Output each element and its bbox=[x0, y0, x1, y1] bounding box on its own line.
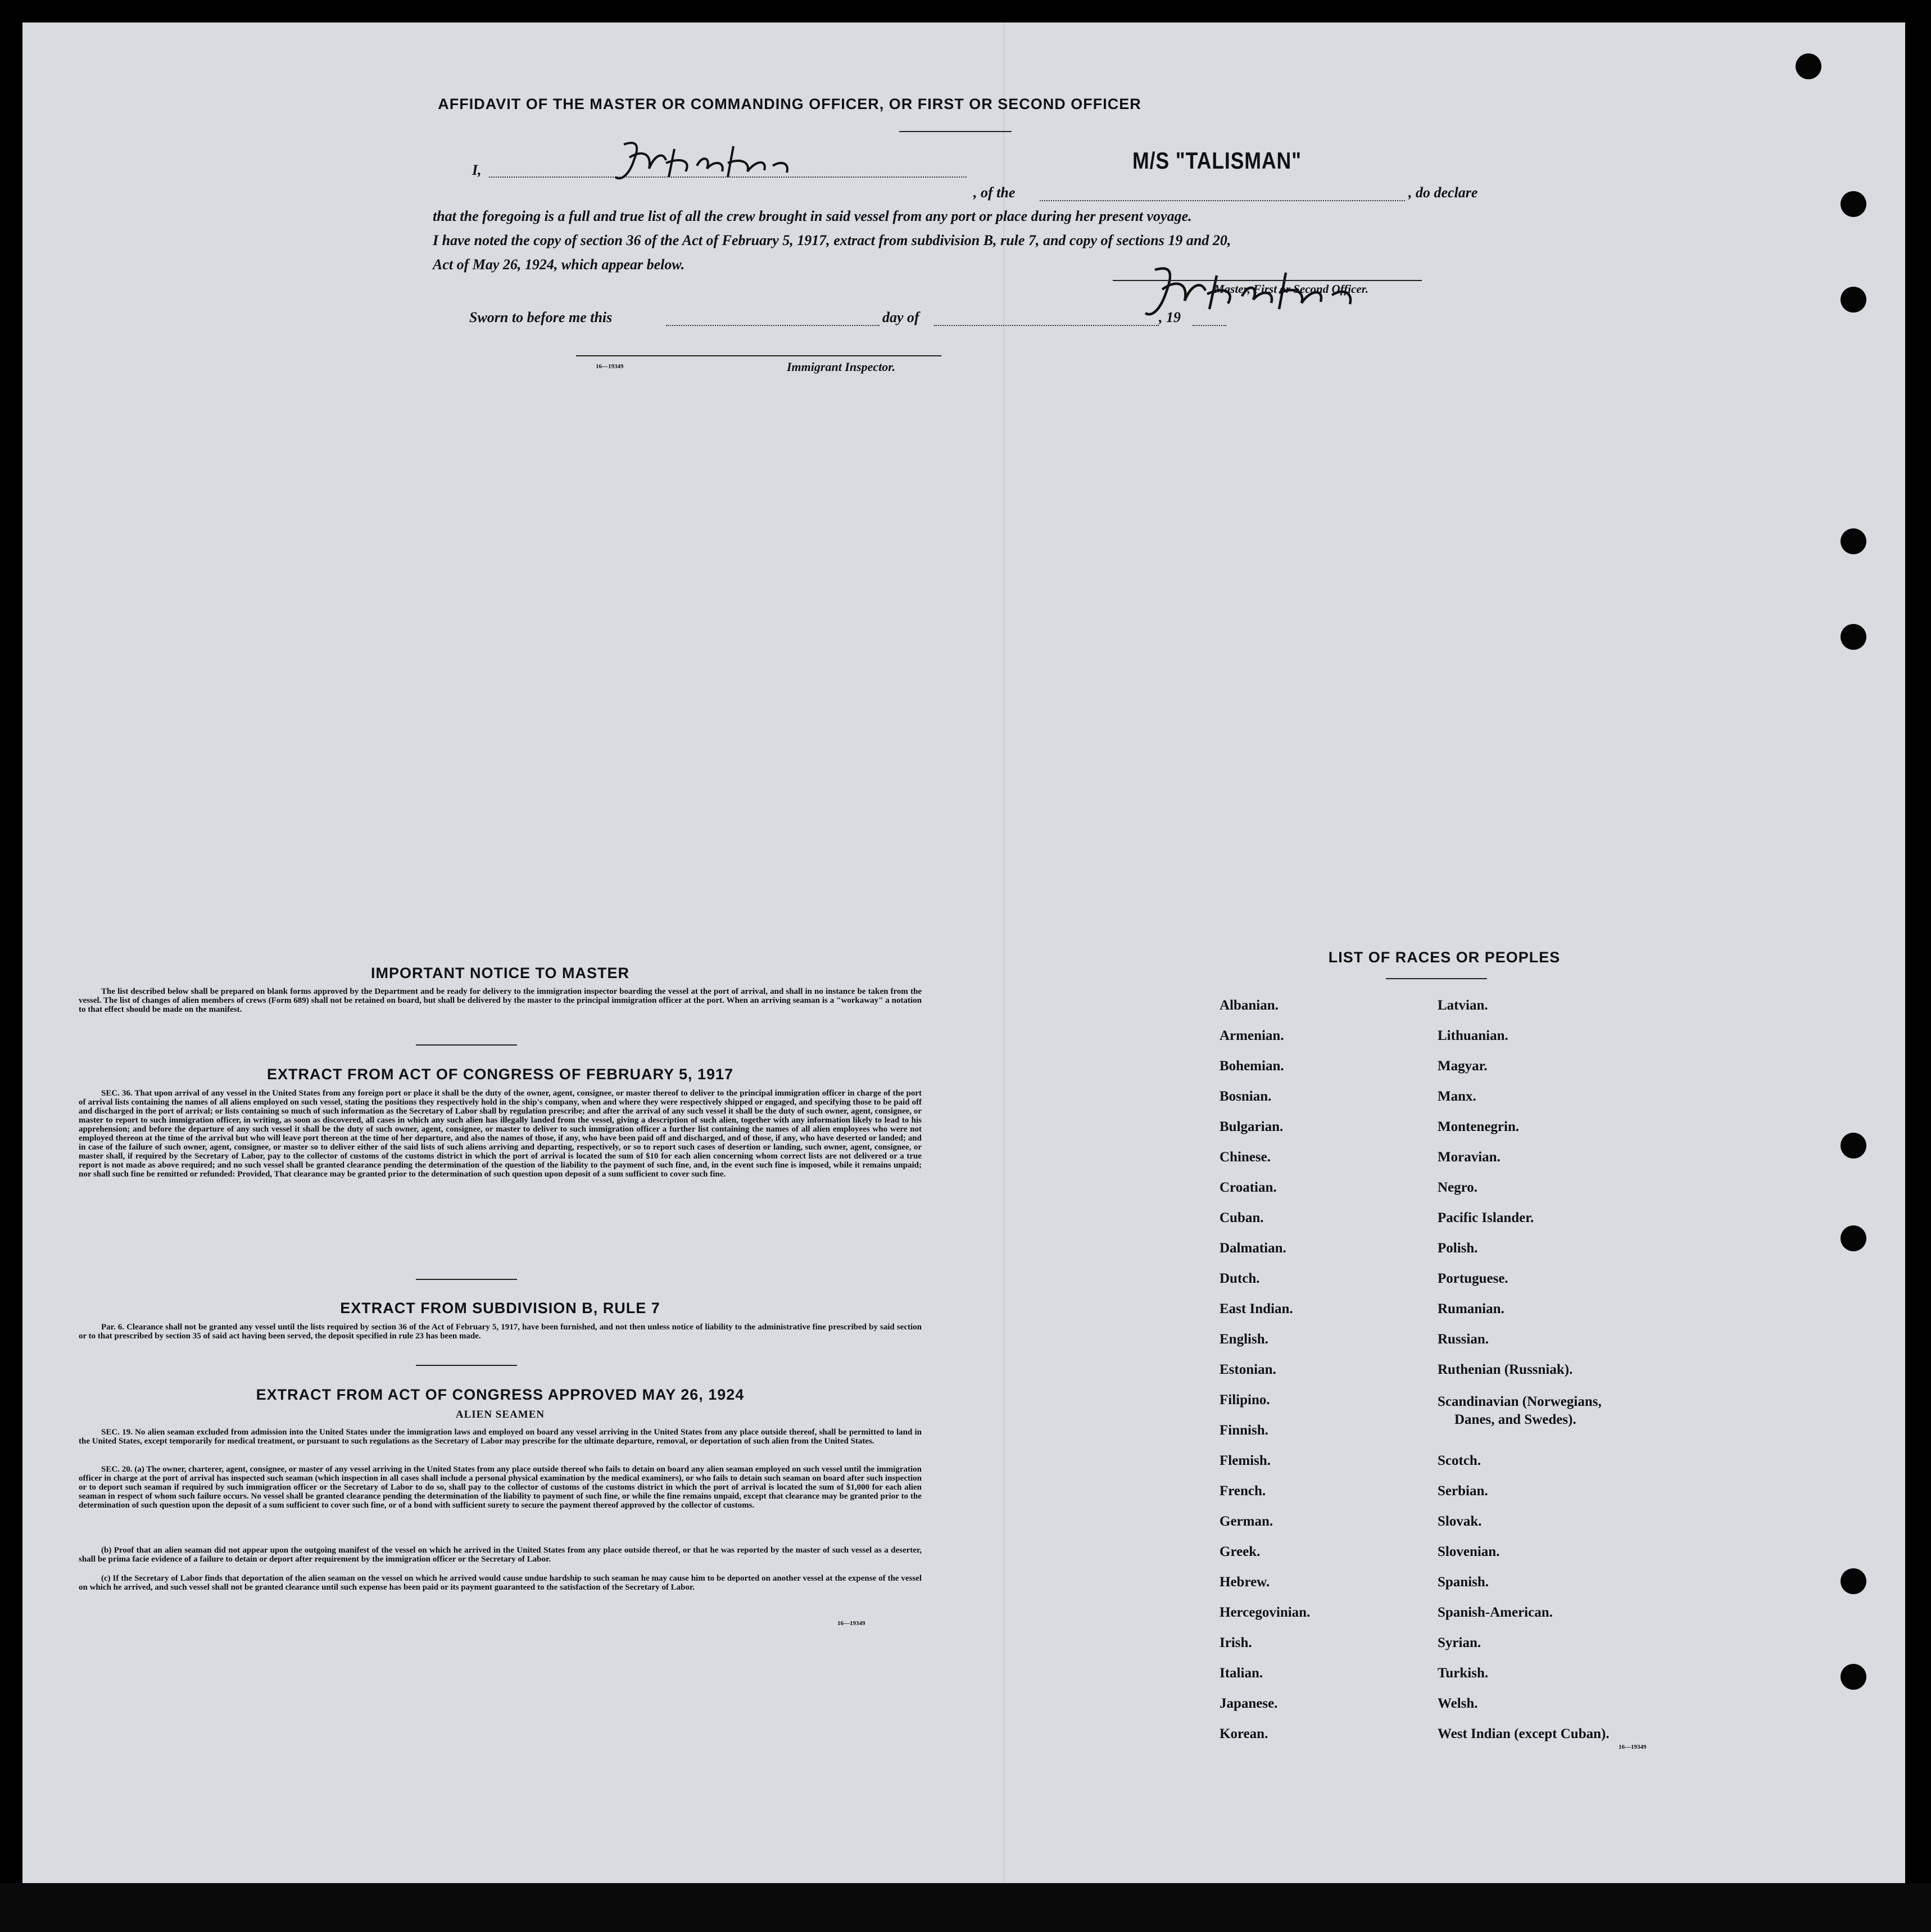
title-rule bbox=[899, 131, 1012, 132]
subdivision-b-rule bbox=[416, 1365, 517, 1366]
race-item: Flemish. bbox=[1220, 1453, 1271, 1468]
race-item: Bulgarian. bbox=[1220, 1119, 1284, 1134]
year-label: , 19 bbox=[1159, 309, 1181, 325]
affidavit-line-3: Act of May 26, 1924, which appear below. bbox=[433, 256, 685, 273]
race-item: Turkish. bbox=[1438, 1666, 1489, 1681]
extract-form-number: 16—19349 bbox=[837, 1620, 865, 1627]
document-page bbox=[22, 22, 1905, 1883]
sec-20a-text: SEC. 20. (a) The owner, charterer, agent, consignee, or master of any vessel arriving in the United States from any place outside thereof who fails to detain on board any alien seaman employed on such vessel until the immigration officer in charge at the port of arrival has inspected such seaman (which inspection in all cases shall include a personal physical examination by the medical examiners), or who fails to detain such seaman on board after such inspection or to deport such seaman if required by such immigration officer or the Secretary of Labor to do so, shall pay to the collector of customs of the customs district in which the port of arrival is located the sum of $1,000 for each alien seaman in respect of whom such failure occurs. No vessel shall be granted clearance pending the determination of the liability to payment of such fine, or while the fine remains unpaid, except that clearance may be granted prior to the determination of such question upon the deposit of a sum sufficient to cover such fine, or of a bond with sufficient surety to secure the payment thereof approved by the collector of customs. bbox=[79, 1465, 922, 1510]
affidavit-title: AFFIDAVIT OF THE MASTER OR COMMANDING OFFICER, OR FIRST OR SECOND OFFICER bbox=[438, 96, 1141, 112]
sworn-label: Sworn to before me this bbox=[469, 309, 613, 325]
race-item: Russian. bbox=[1438, 1332, 1489, 1347]
master-signature-top bbox=[613, 138, 804, 188]
sec-19-text: SEC. 19. No alien seaman excluded from admission into the United States under the immigration laws and employed on board any vessel arriving in the United States from any place outside thereof, shall be permitted to land in the United States, except temporarily for medical treatment, or pursuant to such regulations as the Secretary of Labor may prescribe for the ultimate departure, removal, or deportation of such alien from the United States. bbox=[79, 1428, 922, 1446]
race-item: Filipino. bbox=[1220, 1392, 1270, 1408]
of-the-label: , of the bbox=[973, 184, 1016, 201]
race-item: German. bbox=[1220, 1514, 1273, 1529]
race-item: Dalmatian. bbox=[1220, 1241, 1286, 1256]
races-rule bbox=[1386, 978, 1487, 979]
affidavit-line-2: I have noted the copy of section 36 of the Act of February 5, 1917, extract from subdivision B, rule 7, and copy of sections 19 and 20, bbox=[433, 232, 1231, 248]
binder-hole bbox=[1796, 53, 1821, 79]
extract-1917-text: SEC. 36. That upon arrival of any vessel in the United States from any foreign port or place it shall be the duty of the owner, agent, consignee, or master thereof to deliver to the principal immigration officer in charge of the port of arrival lists containing the names of all aliens employed on such vessel, stating the positions they respectively hold in the ship's company, when and where they were respectively shipped or engaged, and specifying those to be paid off and discharged in the port of arrival; or lists containing so much of such information as the Secretary of Labor shall by regulation prescribe; and after the arrival of any such vessel it shall be the duty of such owner, agent, consignee, or master to report to such immigration officer, in writing, as soon as discovered, all cases in which any such alien has illegally landed from the vessel, giving a description of such alien, together with any information likely to lead to his apprehension; and before the departure of any such vessel it shall be the duty of such owner, agent, consignee, or master to deliver to such immigration officer a further list containing the names of all alien employees who were not employed thereon at the time of the arrival but who will leave port thereon at the time of her departure, and also the names of those, if any, who have been paid off and discharged, and of those, if any, who have deserted or landed; and in case of the failure of such owner, agent, consignee, or master so to deliver either of the said lists of such aliens arriving and departing, respectively, or so to report such cases of desertion or landing, such owner, agent, consignee, or master shall, if required by the Secretary of Labor, pay to the collector of customs of the customs district in which the port of arrival is located the sum of $10 for each alien concerning whom correct lists are not delivered or a true report is not made as above required; and no such vessel shall be granted clearance pending the determination of the question of the liability to the payment of such fine, and, in the event such fine is imposed, while it remains unpaid; nor shall such fine be remitted or refunded: Provided, That clearance may be granted prior to the determination of such question upon deposit of a sum sufficient to cover such fine. bbox=[79, 1089, 922, 1179]
subdivision-b-title: EXTRACT FROM SUBDIVISION B, RULE 7 bbox=[340, 1300, 660, 1316]
sworn-month-line bbox=[934, 325, 1159, 326]
inspector-signature-line bbox=[576, 355, 941, 356]
race-item: Pacific Islander. bbox=[1438, 1210, 1534, 1225]
races-column-1 bbox=[1220, 998, 1444, 1785]
race-item-continued: Danes, and Swedes). bbox=[1454, 1412, 1576, 1427]
race-item: Magyar. bbox=[1438, 1058, 1488, 1074]
alien-seamen-subtitle: ALIEN SEAMEN bbox=[455, 1409, 545, 1420]
notice-rule bbox=[416, 1044, 517, 1046]
race-item: Montenegrin. bbox=[1438, 1119, 1520, 1134]
race-item: Slovenian. bbox=[1438, 1544, 1500, 1559]
binder-hole bbox=[1841, 191, 1866, 217]
race-item: Lithuanian. bbox=[1438, 1028, 1508, 1043]
race-item: Spanish. bbox=[1438, 1574, 1489, 1590]
race-item: Hebrew. bbox=[1220, 1574, 1270, 1590]
year-line bbox=[1193, 325, 1226, 326]
sworn-day-line bbox=[666, 325, 880, 326]
race-item: Italian. bbox=[1220, 1666, 1263, 1681]
race-item: Rumanian. bbox=[1438, 1301, 1504, 1316]
race-item: Hercegovinian. bbox=[1220, 1605, 1311, 1620]
binder-hole bbox=[1841, 1568, 1866, 1594]
do-declare-label: , do declare bbox=[1408, 184, 1478, 201]
signature-line bbox=[1113, 280, 1422, 281]
race-item: Armenian. bbox=[1220, 1028, 1284, 1043]
race-item: Slovak. bbox=[1438, 1514, 1482, 1529]
race-item: Ruthenian (Russniak). bbox=[1438, 1362, 1573, 1377]
race-item: Irish. bbox=[1220, 1635, 1252, 1650]
races-title: LIST OF RACES OR PEOPLES bbox=[1328, 949, 1561, 966]
binder-hole bbox=[1841, 624, 1866, 650]
race-item: Scotch. bbox=[1438, 1453, 1481, 1468]
race-item: Portuguese. bbox=[1438, 1271, 1508, 1286]
race-item: Cuban. bbox=[1220, 1210, 1264, 1225]
race-item: West Indian (except Cuban). bbox=[1438, 1726, 1610, 1741]
race-item: Croatian. bbox=[1220, 1180, 1277, 1195]
race-item: Polish. bbox=[1438, 1241, 1478, 1256]
scan-border-strip bbox=[0, 1883, 1931, 1932]
sec-20c-text: (c) If the Secretary of Labor finds that deportation of the alien seaman on the vessel on which he arrived would cause undue hardship to such seaman he may cause him to be deported on another vessel at the expense of the vessel on which he arrived, and such vessel shall not be granted clearance until such expense has been paid or its payment guaranteed to the satisfaction of the Secretary of Labor. bbox=[79, 1574, 922, 1592]
race-item: Manx. bbox=[1438, 1089, 1476, 1104]
signature-graphic-top bbox=[613, 138, 804, 188]
extract-1924-title: EXTRACT FROM ACT OF CONGRESS APPROVED MAY 26, 1924 bbox=[256, 1386, 745, 1403]
races-form-number: 16—19349 bbox=[1619, 1744, 1647, 1750]
race-item: Dutch. bbox=[1220, 1271, 1260, 1286]
race-item: Welsh. bbox=[1438, 1696, 1478, 1711]
day-of-label: day of bbox=[882, 309, 919, 325]
subdivision-b-text: Par. 6. Clearance shall not be granted any vessel until the lists required by section 36 of the Act of February 5, 1917, have been furnished, and not then unless notice of liability to the administrative fine prescribed by said section or to that prescribed by section 35 of said act having been served, the deposit specified in rule 23 has been made. bbox=[79, 1323, 922, 1341]
race-item: Albanian. bbox=[1220, 998, 1279, 1013]
binder-hole bbox=[1841, 1664, 1866, 1690]
officer-label: Master, First or Second Officer. bbox=[1214, 282, 1368, 296]
races-column-2 bbox=[1438, 998, 1831, 1785]
race-item: Syrian. bbox=[1438, 1635, 1481, 1650]
extract-1917-rule bbox=[416, 1279, 517, 1280]
vessel-line bbox=[1040, 200, 1405, 201]
affidavit-form-number: 16—19349 bbox=[596, 363, 624, 370]
sec-20b-text: (b) Proof that an alien seaman did not appear upon the outgoing manifest of the vessel on which he arrived in the United States from any place outside thereof, or that he was reported by the master of such vessel as a deserter, shall be prima facie evidence of a failure to detain or deport after requirement by the immigration officer or the Secretary of Labor. bbox=[79, 1546, 922, 1564]
race-item: Finnish. bbox=[1220, 1423, 1268, 1438]
inspector-label: Immigrant Inspector. bbox=[787, 360, 896, 374]
page-fold bbox=[1003, 22, 1004, 1883]
race-item: Japanese. bbox=[1220, 1696, 1278, 1711]
extract-1917-title: EXTRACT FROM ACT OF CONGRESS OF FEBRUARY 5, 1917 bbox=[266, 1066, 734, 1083]
race-item: Scandinavian (Norwegians, bbox=[1438, 1394, 1602, 1409]
race-item: Spanish-American. bbox=[1438, 1605, 1553, 1620]
notice-title: IMPORTANT NOTICE TO MASTER bbox=[371, 965, 629, 981]
race-item: Greek. bbox=[1220, 1544, 1261, 1559]
vessel-name-stamp: M/S "TALISMAN" bbox=[1132, 147, 1302, 174]
race-item: French. bbox=[1220, 1483, 1266, 1499]
binder-hole bbox=[1841, 528, 1866, 554]
race-item: English. bbox=[1220, 1332, 1268, 1347]
binder-hole bbox=[1841, 287, 1866, 313]
race-item: Bohemian. bbox=[1220, 1058, 1284, 1074]
race-item: Estonian. bbox=[1220, 1362, 1276, 1377]
affidavit-i-label: I, bbox=[472, 162, 482, 178]
affidavit-line-1: that the foregoing is a full and true list of all the crew brought in said vessel from any port or place during her present voyage. bbox=[433, 208, 1192, 224]
race-item: Negro. bbox=[1438, 1180, 1478, 1195]
binder-hole bbox=[1841, 1225, 1866, 1251]
race-item: Chinese. bbox=[1220, 1150, 1271, 1165]
binder-hole bbox=[1841, 1133, 1866, 1159]
race-item: Latvian. bbox=[1438, 998, 1488, 1013]
notice-text: The list described below shall be prepared on blank forms approved by the Department and be ready for delivery to the immigration inspector boarding the vessel at the port of arrival, and shall in no instance be taken from the vessel. The list of changes of alien members of crews (Form 689) shall not be retained on board, but shall be delivered by the master to the principal immigration officer at the port. When an arriving seaman is a "workaway" a notation to that effect should be made on the manifest. bbox=[79, 987, 922, 1014]
race-item: East Indian. bbox=[1220, 1301, 1293, 1316]
race-item: Korean. bbox=[1220, 1726, 1268, 1741]
race-item: Serbian. bbox=[1438, 1483, 1488, 1499]
race-item: Bosnian. bbox=[1220, 1089, 1272, 1104]
race-item: Moravian. bbox=[1438, 1150, 1501, 1165]
